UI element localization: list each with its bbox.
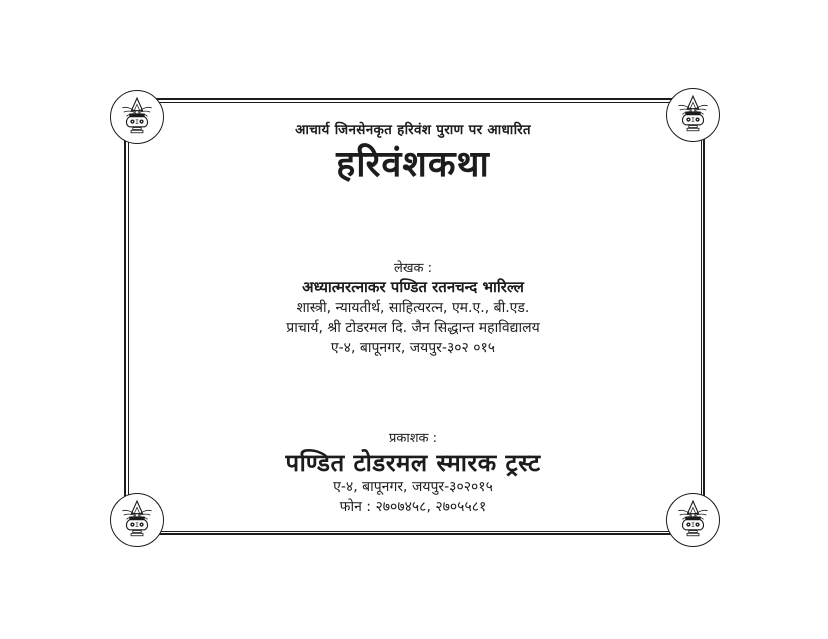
book-title: हरिवंशकथा (336, 144, 490, 185)
kalash-icon (672, 93, 714, 137)
author-address: ए-४, बापूनगर, जयपुर-३०२ ०१५ (330, 340, 496, 356)
publisher-phone: फोन : २७०७४५८, २७०५५८१ (339, 499, 487, 515)
author-position: प्राचार्य, श्री टोडरमल दि. जैन सिद्धान्त महाविद्यालय (286, 320, 540, 336)
corner-medallion-top-right (666, 88, 720, 142)
book-subtitle: आचार्य जिनसेनकृत हरिवंश पुराण पर आधारित (295, 122, 531, 138)
kalash-icon (672, 498, 714, 542)
publisher-address: ए-४, बापूनगर, जयपुर-३०२०१५ (333, 479, 493, 495)
author-qualifications: शास्त्री, न्यायतीर्थ, साहित्यरत्न, एम.ए., बी.एड. (296, 300, 530, 316)
corner-medallion-top-left (110, 90, 164, 144)
author-label: लेखक : (394, 261, 432, 276)
author-name: अध्यात्मरत्नाकर पण्डित रतनचन्द भारिल्ल (302, 278, 524, 296)
corner-medallion-bottom-left (110, 493, 164, 547)
kalash-icon (116, 498, 158, 542)
publisher-label: प्रकाशक : (388, 431, 438, 446)
kalash-icon (116, 95, 158, 139)
corner-medallion-bottom-right (666, 493, 720, 547)
publisher-name: पण्डित टोडरमल स्मारक ट्रस्ट (285, 449, 541, 477)
